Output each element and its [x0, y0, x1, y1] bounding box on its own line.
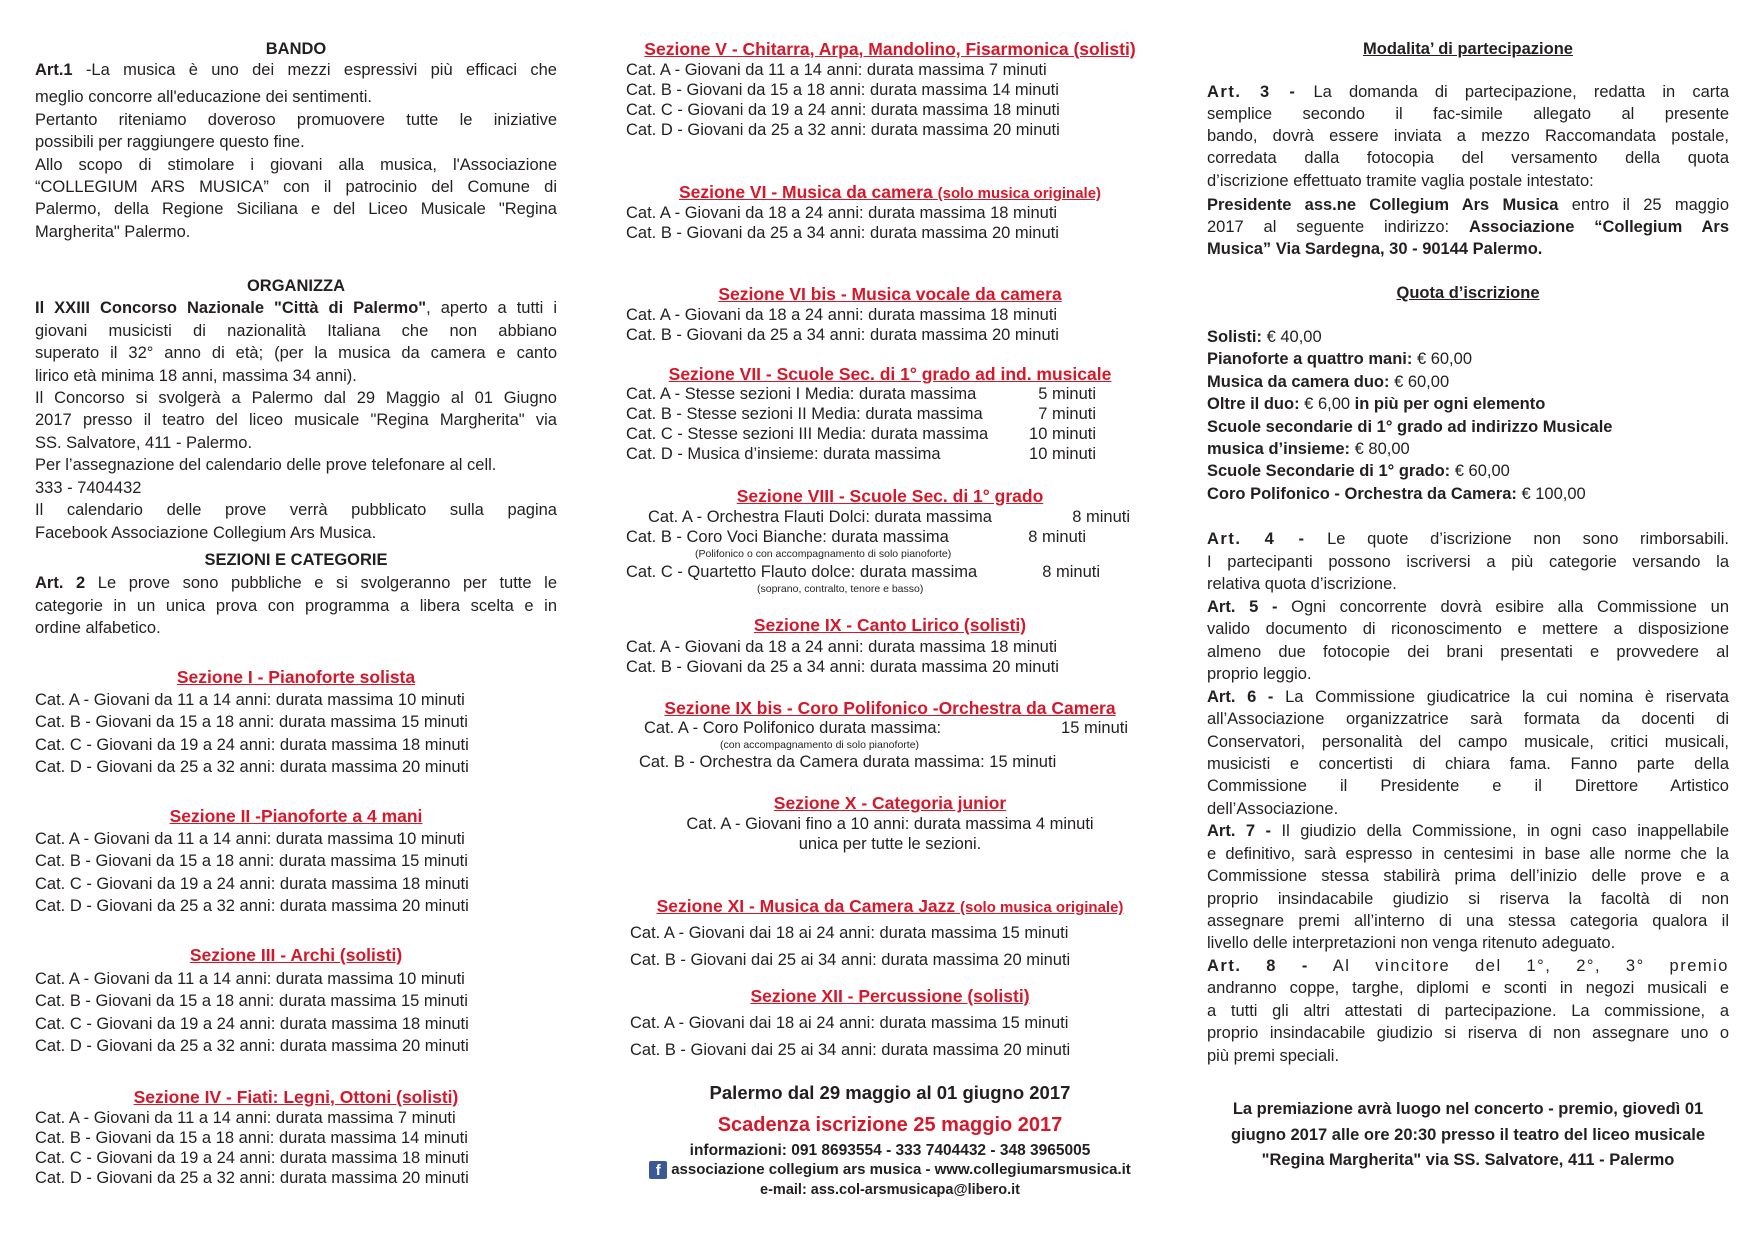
art3-line: semplice secondo il fac-simile allegato al presente [1207, 105, 1729, 123]
sezioni-title: SEZIONI E CATEGORIE [204, 551, 388, 569]
art5-line: almeno due fotocopie dei brani presentati e provvedere al [1207, 643, 1729, 661]
org-line: Facebook Associazione Collegium Ars Musica. [35, 524, 377, 542]
category-line: Cat. D - Musica d’insieme: durata massima 10 minuti [626, 445, 1096, 463]
category-line: Cat. A - Giovani da 18 a 24 anni: durata massima 18 minuti [626, 204, 1058, 222]
art8-line: più premi speciali. [1207, 1047, 1340, 1065]
category-line: Cat. C - Giovani da 19 a 24 anni: durata massima 18 minuti [35, 736, 469, 754]
category-line: Cat. A - Giovani da 11 a 14 anni: durata massima 7 minuti [35, 1109, 456, 1127]
modalita-title: Modalita’ di partecipazione [1363, 40, 1573, 58]
fee-item: Scuole Secondarie di 1° grado: € 60,00 [1207, 462, 1510, 480]
art1-line: Palermo, della Regione Siciliana e del Liceo Musicale "Regina [35, 200, 557, 218]
category-line: Cat. B - Giovani da 15 a 18 anni: durata massima 14 minuti [626, 81, 1059, 99]
art2-line: ordine alfabetico. [35, 619, 161, 637]
registration-deadline: Scadenza iscrizione 25 maggio 2017 [717, 1114, 1063, 1136]
fee-item: Pianoforte a quattro mani: € 60,00 [1207, 350, 1472, 368]
art4-line: I partecipanti possono iscriversi a più categorie versando la [1207, 553, 1729, 571]
category-line: Cat. C - Giovani da 19 a 24 anni: durata massima 18 minuti [35, 1149, 469, 1167]
category-line: Cat. A - Giovani da 11 a 14 anni: durata massima 10 minuti [35, 970, 465, 988]
art7-line: livello delle interpretazioni non venga ritenuto adeguato. [1207, 934, 1616, 952]
category-line: Cat. B - Giovani dai 25 ai 34 anni: durata massima 20 minuti [630, 951, 1071, 969]
art6-line: all’Associazione organizzatrice sarà formata da docenti di [1207, 710, 1729, 728]
section-title: Sezione V - Chitarra, Arpa, Mandolino, Fisarmonica (solisti) [644, 39, 1136, 59]
section-title: Sezione II -Pianoforte a 4 mani [169, 806, 423, 826]
category-line: Cat. B - Stesse sezioni II Media: durata massima 7 minuti [626, 405, 1096, 423]
org-line: Il Concorso si svolgerà a Palermo dal 29 Maggio al 01 Giugno [35, 389, 557, 407]
fee-item: Scuole secondarie di 1° grado ad indirizzo Musicale [1207, 418, 1613, 436]
art6-line: Art. 6 - La Commissione giudicatrice la cui nomina è riservata [1207, 688, 1729, 706]
bando-title: BANDO [265, 40, 327, 58]
art1-line: meglio concorre all'educazione dei sentimenti. [35, 88, 373, 106]
category-line: Cat. C - Giovani da 19 a 24 anni: durata massima 18 minuti [626, 101, 1060, 119]
fee-item: Solisti: € 40,00 [1207, 328, 1322, 346]
art7-line: Commissione stessa stabilirà prima dell’inizio delle prove e a [1207, 867, 1729, 885]
facebook-icon: f [649, 1161, 667, 1179]
art3-line: corredata dalla fotocopia del versamento della quota [1207, 149, 1729, 167]
category-line: Cat. D - Giovani da 25 a 32 anni: durata massima 20 minuti [35, 1037, 469, 1055]
category-line: unica per tutte le sezioni. [798, 835, 982, 853]
art8-line: a tutti gli altri attestati di partecipazione. La commissione, a [1207, 1002, 1729, 1020]
website-line [620, 1160, 1160, 1180]
art2-line: categorie in un unica prova con programma a libera scelta e in [35, 597, 557, 615]
art2-line: Art. 2 Le prove sono pubbliche e si svolgeranno per tutte le [35, 574, 557, 592]
email-link[interactable]: e-mail: ass.col-arsmusicapa@libero.it [760, 1182, 1020, 1198]
org-line: lirico età minima 18 anni, massima 34 anni). [35, 367, 357, 385]
category-line: Cat. D - Giovani da 25 a 32 anni: durata massima 20 minuti [626, 121, 1060, 139]
quota-title: Quota d’iscrizione [1396, 284, 1540, 302]
art6-line: musicisti e concertisti di chiara fama. Fanno parte della [1207, 755, 1729, 773]
fee-item: Coro Polifonico - Orchestra da Camera: € 100,00 [1207, 485, 1586, 503]
category-line: Cat. B - Giovani da 15 a 18 anni: durata massima 15 minuti [35, 852, 468, 870]
category-line: Cat. D - Giovani da 25 a 32 anni: durata massima 20 minuti [35, 1169, 469, 1187]
section-title: Sezione X - Categoria junior [773, 793, 1007, 813]
section-title: Sezione VI - Musica da camera (solo musica originale) [678, 182, 1102, 202]
art1-line: Allo scopo di stimolare i giovani alla musica, l'Associazione [35, 156, 557, 174]
category-line: Cat. A - Giovani da 11 a 14 anni: durata massima 10 minuti [35, 830, 465, 848]
category-line: Cat. A - Giovani da 11 a 14 anni: durata massima 10 minuti [35, 691, 465, 709]
organizza-title: ORGANIZZA [246, 277, 346, 295]
art1-line: “COLLEGIUM ARS MUSICA” con il patrocinio del Comune di [35, 178, 557, 196]
art6-line: dell’Associazione. [1207, 800, 1339, 818]
category-line: Cat. D - Giovani da 25 a 32 anni: durata massima 20 minuti [35, 758, 469, 776]
prize-ceremony-line: La premiazione avrà luogo nel concerto - premio, giovedì 01 [1232, 1100, 1704, 1118]
art7-line: Art. 7 - Il giudizio della Commissione, in ogni caso inappellabile [1207, 822, 1729, 840]
category-line: Cat. A - Giovani dai 18 ai 24 anni: durata massima 15 minuti [630, 1014, 1069, 1032]
section-title: Sezione IX - Canto Lirico (solisti) [753, 615, 1027, 635]
category-line: Cat. A - Giovani da 18 a 24 anni: durata massima 18 minuti [626, 306, 1058, 324]
section-title: Sezione IV - Fiati: Legni, Ottoni (solisti) [133, 1087, 459, 1107]
category-line: Cat. A - Giovani da 18 a 24 anni: durata massima 18 minuti [626, 638, 1058, 656]
prize-ceremony-line: "Regina Margherita" via SS. Salvatore, 411 - Palermo [1261, 1151, 1675, 1169]
event-dates: Palermo dal 29 maggio al 01 giugno 2017 [709, 1082, 1071, 1103]
org-line: SS. Salvatore, 411 - Palermo. [35, 434, 253, 452]
art5-line: Art. 5 - Ogni concorrente dovrà esibire alla Commissione un [1207, 598, 1729, 616]
art8-line: proprio insindacabile giudizio si riserva di non assegnare uno o [1207, 1024, 1729, 1042]
art4-line: relativa quota d’iscrizione. [1207, 575, 1397, 593]
category-line: Cat. C - Giovani da 19 a 24 anni: durata massima 18 minuti [35, 1015, 469, 1033]
category-line: Cat. C - Quartetto Flauto dolce: durata massima 8 minuti [626, 563, 1100, 581]
org-line: giovani musicisti di nazionalità Italiana che non abbiano [35, 322, 557, 340]
prize-ceremony-line: giugno 2017 alle ore 20:30 presso il teatro del liceo musicale [1230, 1126, 1706, 1144]
category-line: Cat. B - Giovani da 15 a 18 anni: durata massima 14 minuti [35, 1129, 468, 1147]
section-title: Sezione XI - Musica da Camera Jazz (solo musica originale) [656, 896, 1124, 916]
category-line: Cat. B - Orchestra da Camera durata massima: 15 minuti [639, 753, 1057, 771]
org-phone: 333 - 7404432 [35, 479, 142, 497]
category-line: Cat. D - Giovani da 25 a 32 anni: durata massima 20 minuti [35, 897, 469, 915]
art1-line: Margherita" Palermo. [35, 223, 191, 241]
category-line: Cat. B - Coro Voci Bianche: durata massima 8 minuti [626, 528, 1086, 546]
category-note: (soprano, contralto, tenore e basso) [757, 583, 924, 595]
art3-line: bando, dovrà essere inviata a mezzo Raccomandata postale, [1207, 127, 1729, 145]
art3-line: d’iscrizione effettuato tramite vaglia postale intestato: [1207, 172, 1594, 190]
section-title: Sezione IX bis - Coro Polifonico -Orchestra da Camera [664, 698, 1116, 718]
art1-line: possibili per raggiungere questo fine. [35, 133, 305, 151]
category-line: Cat. B - Giovani da 25 a 34 anni: durata massima 20 minuti [626, 224, 1059, 242]
art4-line: Art. 4 - Le quote d’iscrizione non sono rimborsabili. [1207, 530, 1729, 548]
category-line: Cat. B - Giovani da 25 a 34 anni: durata massima 20 minuti [626, 658, 1059, 676]
art3-line: Musica” Via Sardegna, 30 - 90144 Palermo. [1207, 240, 1543, 258]
art7-line: assegnare premi all’interno di una stessa categoria qualora il [1207, 912, 1729, 930]
section-title: Sezione XII - Percussione (solisti) [750, 986, 1030, 1006]
org-line: Il XXIII Concorso Nazionale "Città di Palermo", aperto a tutti i [35, 299, 557, 317]
art7-line: e definitivo, sarà espresso in centesimi in base alle norme che la [1207, 845, 1729, 863]
category-note: (Polifonico o con accompagnamento di solo pianoforte) [695, 548, 952, 560]
contact-phones: informazioni: 091 8693554 - 333 7404432 - 348 3965005 [689, 1142, 1091, 1159]
category-line: Cat. B - Giovani da 25 a 34 anni: durata massima 20 minuti [626, 326, 1059, 344]
fee-item: Musica da camera duo: € 60,00 [1207, 373, 1450, 391]
art1-line: Art.1 -La musica è uno dei mezzi espressivi più efficaci che [35, 61, 557, 79]
section-note: (solo musica originale) [960, 899, 1124, 916]
art3-line: 2017 al seguente indirizzo: Associazione “Collegium Ars [1207, 218, 1729, 236]
category-line: Cat. B - Giovani da 15 a 18 anni: durata massima 15 minuti [35, 713, 468, 731]
category-line: Cat. A - Coro Polifonico durata massima: 15 minuti [644, 719, 1128, 737]
section-title: Sezione I - Pianoforte solista [176, 667, 416, 687]
org-line: Per l’assegnazione del calendario delle prove telefonare al cell. [35, 456, 497, 474]
fee-item: Oltre il duo: € 6,00 in più per ogni elemento [1207, 395, 1546, 413]
art6-line: Commissione il Presidente e il Direttore Artistico [1207, 777, 1729, 795]
art8-line: andranno coppe, targhe, diplomi e sconti in negozi musicali e [1207, 979, 1729, 997]
art3-line: Presidente ass.ne Collegium Ars Musica entro il 25 maggio [1207, 196, 1730, 214]
category-note: (con accompagnamento di solo pianoforte) [720, 739, 920, 751]
category-line: Cat. A - Giovani da 11 a 14 anni: durata massima 7 minuti [626, 61, 1047, 79]
section-title: Sezione VII - Scuole Sec. di 1° grado ad ind. musicale [668, 364, 1112, 384]
fee-item: musica d’insieme: € 80,00 [1207, 440, 1410, 458]
category-line: Cat. B - Giovani dai 25 ai 34 anni: durata massima 20 minuti [630, 1041, 1071, 1059]
art5-line: valido documento di riconoscimento e mettere a disposizione [1207, 620, 1729, 638]
category-line: Cat. B - Giovani da 15 a 18 anni: durata massima 15 minuti [35, 992, 468, 1010]
category-line: Cat. C - Giovani da 19 a 24 anni: durata massima 18 minuti [35, 875, 469, 893]
category-line: Cat. A - Giovani dai 18 ai 24 anni: durata massima 15 minuti [630, 924, 1069, 942]
art1-label: Art.1 [35, 61, 73, 79]
art1-line: Pertanto riteniamo doveroso promuovere tutte le iniziative [35, 111, 557, 129]
section-title: Sezione VI bis - Musica vocale da camera [718, 284, 1062, 304]
art7-line: proprio insindacabile giudizio si riserva la facoltà di non [1207, 890, 1729, 908]
category-line: Cat. A - Orchestra Flauti Dolci: durata massima 8 minuti [648, 508, 1130, 526]
org-line: 2017 presso il teatro del liceo musicale "Regina Margherita" via [35, 411, 557, 429]
website-link[interactable]: associazione collegium ars musica - www.collegiumarsmusica.it [671, 1161, 1131, 1178]
art3-line: Art. 3 - La domanda di partecipazione, redatta in carta [1207, 83, 1729, 101]
org-line: Il calendario delle prove verrà pubblicato sulla pagina [35, 501, 557, 519]
art5-line: proprio leggio. [1207, 665, 1312, 683]
category-line: Cat. A - Stesse sezioni I Media: durata massima 5 minuti [626, 385, 1096, 403]
section-title: Sezione III - Archi (solisti) [189, 945, 403, 965]
org-line: superato il 32° anno di età; (per la musica da camera e canto [35, 344, 557, 362]
category-line: Cat. C - Stesse sezioni III Media: durata massima 10 minuti [626, 425, 1096, 443]
art8-line: Art. 8 - Al vincitore del 1°, 2°, 3° premio [1207, 957, 1729, 975]
section-note: (solo musica originale) [937, 185, 1102, 202]
art6-line: Conservatori, personalità del campo musicale, critici musicali, [1207, 733, 1729, 751]
category-line: Cat. A - Giovani fino a 10 anni: durata massima 4 minuti [686, 815, 1094, 833]
section-title: Sezione VIII - Scuole Sec. di 1° grado [736, 486, 1044, 506]
